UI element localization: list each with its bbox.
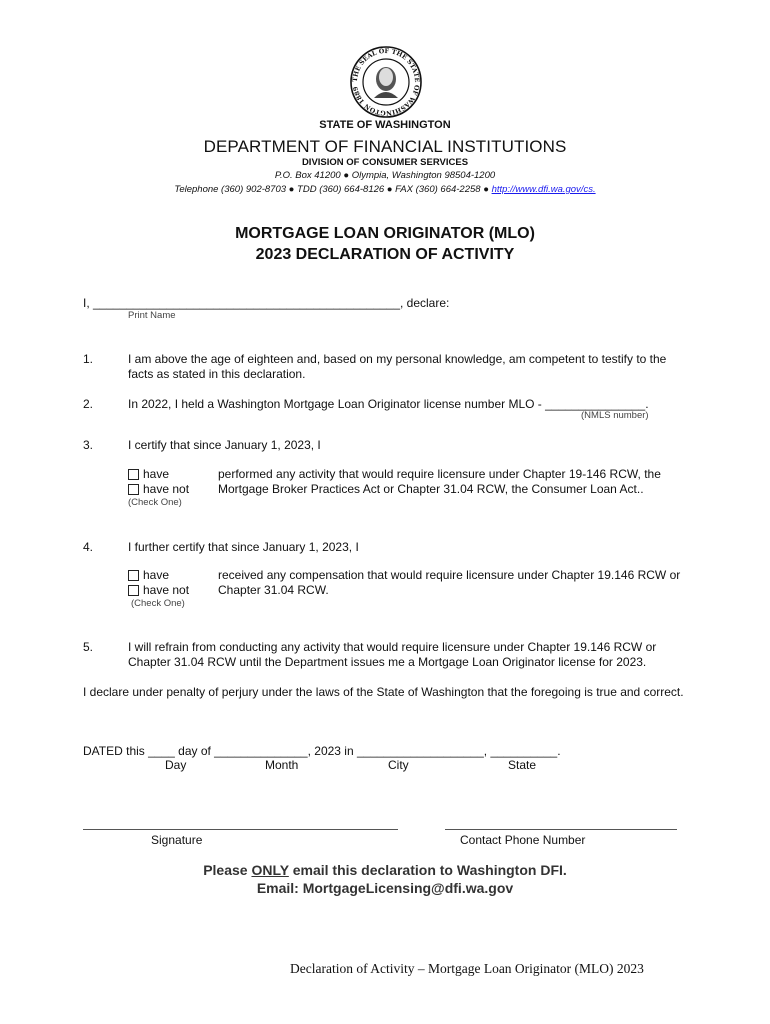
item-4-text: I further certify that since January 1, 2023, I [128, 540, 359, 554]
nmls-number-label: (NMLS number) [581, 410, 649, 421]
item-2-text[interactable]: In 2022, I held a Washington Mortgage Loan Originator license number MLO - _______________. [128, 397, 649, 411]
item-3-text: I certify that since January 1, 2023, I [128, 438, 321, 452]
phone-line[interactable] [445, 829, 677, 830]
department-name: DEPARTMENT OF FINANCIAL INSTITUTIONS [203, 137, 567, 156]
dated-line[interactable]: DATED this ____ day of ______________, 2023 in ___________________, __________. [83, 744, 561, 758]
website-link[interactable]: http://www.dfi.wa.gov/cs. [491, 184, 596, 195]
item-1-text: I am above the age of eighteen and, based on my personal knowledge, am competent to testify to the facts as stated in this declaration. [128, 352, 667, 381]
item-4-number: 4. [83, 540, 94, 554]
item-4-have-not-label: have not [143, 583, 190, 597]
contact-numbers: Telephone (360) 902-8703 ● TDD (360) 664-8126 ● FAX (360) 664-2258 ● [174, 184, 489, 195]
address-line: P.O. Box 41200 ● Olympia, Washington 98504-1200 [274, 170, 496, 181]
form-title-line1: MORTGAGE LOAN ORIGINATOR (MLO) [235, 225, 535, 242]
item-1-number: 1. [83, 352, 94, 366]
item-3-have-not-label: have not [143, 482, 190, 496]
item-4-option-have-not[interactable] [128, 583, 189, 598]
seal-text: THE SEAL OF THE STATE OF WASHINGTON 1889 [351, 47, 421, 117]
item-5-number: 5. [83, 640, 94, 654]
washington-state-seal [350, 46, 422, 118]
state-label: State [508, 758, 537, 772]
item-3-check-one: (Check One) [128, 497, 182, 508]
contact-line [0, 184, 770, 195]
perjury-statement: I declare under penalty of perjury under the laws of the State of Washington that the foregoing is true and correct. [83, 685, 684, 699]
division-name: DIVISION OF CONSUMER SERVICES [301, 157, 469, 168]
phone-label: Contact Phone Number [460, 833, 586, 847]
item-3-number: 3. [83, 438, 94, 452]
email-instruction-only: ONLY [251, 862, 289, 878]
item-4-have-label: have [143, 568, 170, 582]
declare-name-line[interactable]: I, ______________________________________________, declare: [83, 296, 450, 310]
email-instruction-suffix: email this declaration to Washington DFI. [288, 862, 567, 878]
item-4-check-one: (Check One) [131, 598, 185, 609]
page-footer: Declaration of Activity – Mortgage Loan Originator (MLO) 2023 [290, 961, 644, 976]
email-instruction [0, 862, 770, 878]
item-4-option-have[interactable] [128, 568, 169, 583]
item-5-text: I will refrain from conducting any activity that would require licensure under Chapter 19.146 RCW or Chapter 31.04 RCW until the Department issues me a Mortgage Loan Originator license for 2023. [128, 640, 657, 669]
item-4-option-text: received any compensation that would require licensure under Chapter 19.146 RCW or Chapter 31.04 RCW. [218, 568, 681, 597]
item-3-option-have[interactable] [128, 467, 169, 482]
day-label: Day [165, 758, 187, 772]
item-3-have-label: have [143, 467, 170, 481]
item-3-option-text: performed any activity that would require licensure under Chapter 19-146 RCW, the Mortgage Broker Practices Act or Chapter 31.04 RCW, the Consumer Loan Act.. [218, 467, 661, 496]
form-title-line2: 2023 DECLARATION OF ACTIVITY [255, 246, 515, 263]
item-3-option-have-not[interactable] [128, 482, 189, 497]
item-3-have-not-checkbox[interactable] [128, 484, 139, 495]
month-label: Month [265, 758, 299, 772]
item-4-have-not-checkbox[interactable] [128, 585, 139, 596]
item-3-have-checkbox[interactable] [128, 469, 139, 480]
city-label: City [388, 758, 409, 772]
signature-label: Signature [151, 833, 203, 847]
signature-line[interactable] [83, 829, 398, 830]
print-name-label: Print Name [128, 310, 176, 321]
state-name: STATE OF WASHINGTON [319, 119, 451, 131]
item-2-number: 2. [83, 397, 94, 411]
item-4-have-checkbox[interactable] [128, 570, 139, 581]
email-address[interactable]: Email: MortgageLicensing@dfi.wa.gov [256, 880, 514, 896]
email-instruction-prefix: Please [203, 862, 252, 878]
